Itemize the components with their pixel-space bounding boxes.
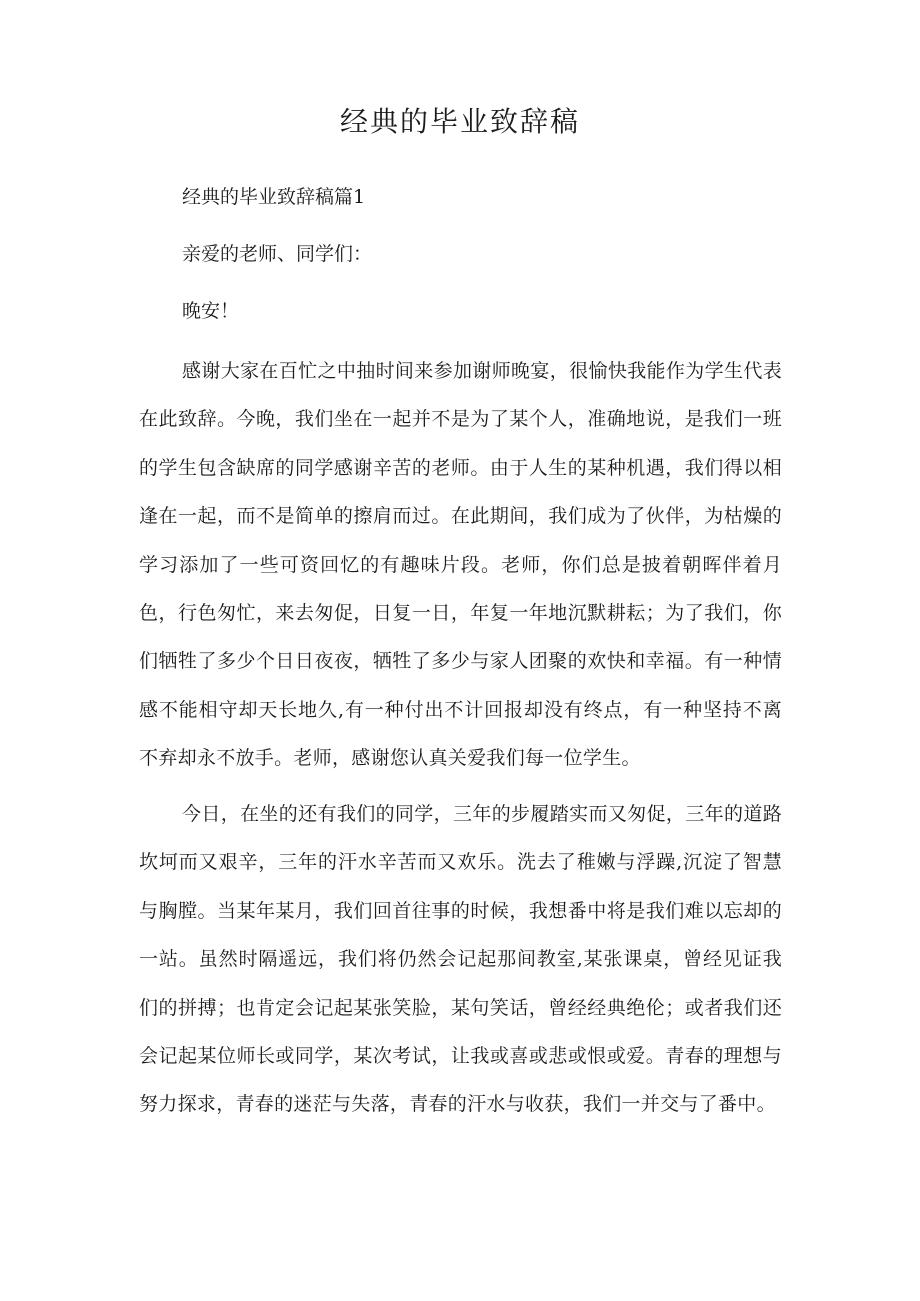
body-paragraph-1: 感谢大家在百忙之中抽时间来参加谢师晚宴，很愉快我能作为学生代表在此致辞。今晚，我们坐在一起并不是为了某个人，准确地说，是我们一班的学生包含缺席的同学感谢辛苦的老师。由于人生的某种机遇，我们得以相逢在一起，而不是简单的擦肩而过。在此期间，我们成为了伙伴，为枯燥的学习添加了一些可资回忆的有趣味片段。老师，你们总是披着朝晖伴着月色，行色匆忙，来去匆促，日复一日，年复一年地沉默耕耘；为了我们，你们牺牲了多少个日日夜夜，牺牲了多少与家人团聚的欢快和幸福。有一种情感不能相守却天长地久,有一种付出不计回报却没有终点，有一种坚持不离不弃却永不放手。老师，感谢您认真关爱我们每一位学生。	[139, 360, 782, 770]
section-heading: 经典的毕业致辞稿篇1	[182, 186, 366, 208]
document-title: 经典的毕业致辞稿	[339, 105, 580, 138]
salutation: 亲爱的老师、同学们：	[182, 243, 373, 265]
greeting: 晚安！	[182, 300, 240, 322]
body-paragraph-2: 今日，在坐的还有我们的同学，三年的步履踏实而又匆促，三年的道路坎坷而又艰辛，三年的汗水辛苦而又欢乐。洗去了稚嫩与浮躁,沉淀了智慧与胸膛。当某年某月，我们回首往事的时候，我想番中将是我们难以忘却的一站。虽然时隔遥远，我们将仍然会记起那间教室,某张课桌，曾经见证我们的拼搏；也肯定会记起某张笑脸，某句笑话，曾经经典绝伦；或者我们还会记起某位师长或同学，某次考试，让我或喜或悲或恨或爱。青春的理想与努力探求，青春的迷茫与失落，青春的汗水与收获，我们一并交与了番中。	[139, 803, 782, 1116]
